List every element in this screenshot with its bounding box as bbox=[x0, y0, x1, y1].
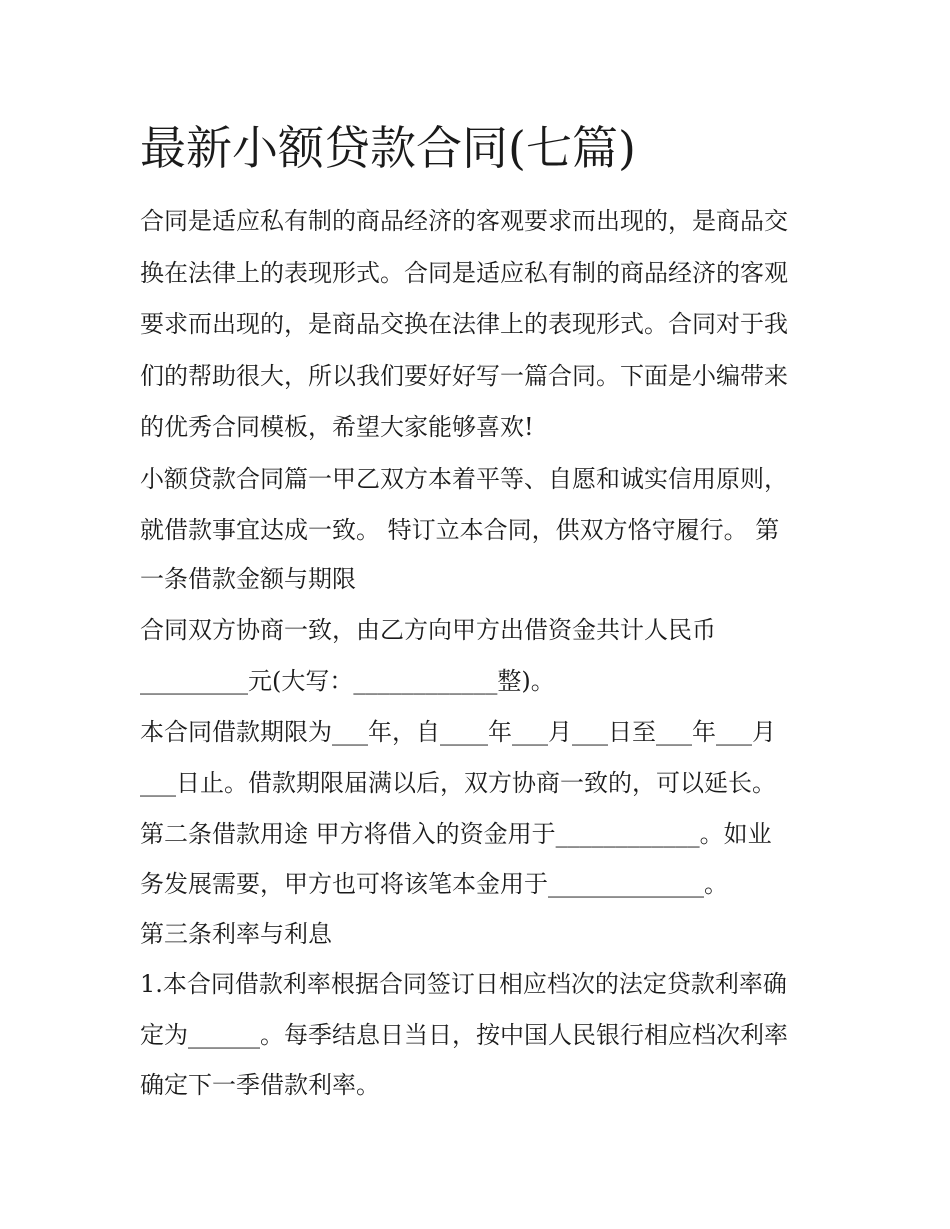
text-line: 本合同借款期限为___年，自____年___月___日至___年___月 bbox=[140, 718, 776, 746]
text-line: 定为______。每季结息日当日，按中国人民银行相应档次利率 bbox=[140, 1021, 788, 1049]
text-line: 的优秀合同模板，希望大家能够喜欢! bbox=[140, 413, 534, 441]
text-line: 就借款事宜达成一致。 特订立本合同，供双方恪守履行。 第 bbox=[140, 516, 780, 544]
text-line: 合同双方协商一致，由乙方向甲方出借资金共计人民币 bbox=[140, 616, 716, 644]
text-line: 换在法律上的表现形式。合同是适应私有制的商品经济的客观 bbox=[140, 259, 788, 287]
text-line: 务发展需要，甲方也可将该笔本金用于_____________。 bbox=[140, 870, 728, 898]
text-line: 们的帮助很大，所以我们要好好写一篇合同。下面是小编带来 bbox=[140, 362, 788, 390]
text-line: 合同是适应私有制的商品经济的客观要求而出现的，是商品交 bbox=[140, 207, 788, 235]
text-line: 要求而出现的，是商品交换在法律上的表现形式。合同对于我 bbox=[140, 310, 788, 338]
text-line: 第三条利率与利息 bbox=[140, 920, 332, 948]
text-line: 1.本合同借款利率根据合同签订日相应档次的法定贷款利率确 bbox=[140, 970, 787, 998]
text-line: 一条借款金额与期限 bbox=[140, 565, 356, 593]
text-line: 小额贷款合同篇一甲乙双方本着平等、自愿和诚实信用原则， bbox=[140, 465, 788, 493]
text-line: 确定下一季借款利率。 bbox=[140, 1071, 380, 1099]
text-line: 第二条借款用途 甲方将借入的资金用于____________。如业 bbox=[140, 820, 772, 848]
document-title: 最新小额贷款合同(七篇) bbox=[140, 121, 636, 175]
text-line: _________元(大写：____________整)。 bbox=[140, 667, 555, 695]
text-line: ___日止。借款期限届满以后，双方协商一致的，可以延长。 bbox=[140, 769, 776, 797]
